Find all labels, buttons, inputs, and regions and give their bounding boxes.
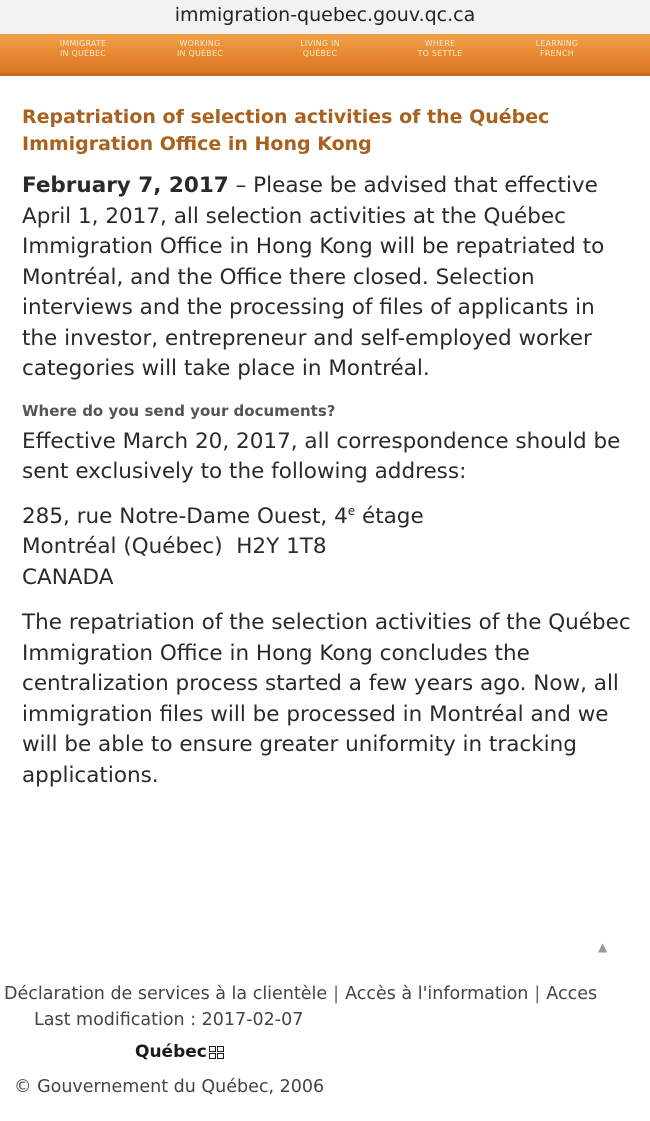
nav-item-living[interactable]: LIVING IN QUÉBEC xyxy=(300,39,340,58)
footer-links xyxy=(4,982,597,1006)
url-text: immigration-quebec.gouv.qc.ca xyxy=(174,4,476,26)
fleur-de-lis-flag-icon xyxy=(209,1046,224,1059)
address-bar[interactable] xyxy=(0,0,650,34)
section-heading: Where do you send your documents? xyxy=(22,401,336,420)
main-content xyxy=(22,104,632,791)
closing-paragraph: The repatriation of the selection activities of the Québec Immigration Office in Hong Kong concludes the centralization process started a few years ago. Now, all immigration files will be processed in Montréal and we will be able to ensure greater uniformity in tracking applications. xyxy=(22,610,631,788)
footer-link-access-information[interactable]: Accès à l'information xyxy=(345,984,529,1004)
last-modification: Last modification : 2017-02-07 xyxy=(34,1010,304,1030)
nav-item-immigrate[interactable]: IMMIGRATE IN QUÉBEC xyxy=(59,39,107,58)
footer-link-access-truncated[interactable]: Acces xyxy=(546,984,598,1004)
back-to-top-icon[interactable]: ▲ xyxy=(598,940,608,954)
article-date: February 7, 2017 xyxy=(22,173,229,198)
footer-link-service-declaration[interactable]: Déclaration de services à la clientèle xyxy=(4,984,328,1004)
footer-separator: | xyxy=(534,984,541,1004)
nav-item-working[interactable]: WORKING IN QUÉBEC xyxy=(176,39,224,58)
main-nav xyxy=(0,34,650,76)
address-line-2: Montréal (Québec) H2Y 1T8 xyxy=(22,534,327,559)
address-line-3: CANADA xyxy=(22,564,114,590)
copyright: © Gouvernement du Québec, 2006 xyxy=(14,1077,325,1097)
page-title: Repatriation of selection activities of the Québec Immigration Office in Hong Kong xyxy=(22,106,550,155)
mailing-address xyxy=(22,502,632,594)
address-line-1: 285, rue Notre-Dame Ouest, 4e étage xyxy=(22,503,424,529)
intro-paragraph xyxy=(22,171,632,385)
footer-separator: | xyxy=(333,984,340,1004)
intro-text: – Please be advised that effective April 1, 2017, all selection activities at the Québec Immigration Office in Hong Kong will be repatriated to Montréal, and the Office there closed. Selection interviews and the processing of files of applicants in the investor, entrepreneur and self-employed worker categories will take place in Montréal. xyxy=(22,173,605,381)
nav-item-french[interactable]: LEARNING FRENCH xyxy=(535,39,579,58)
quebec-logo[interactable] xyxy=(135,1042,224,1062)
correspondence-paragraph: Effective March 20, 2017, all correspondence should be sent exclusively to the following address: xyxy=(22,428,621,484)
nav-item-settle[interactable]: WHERE TO SETTLE xyxy=(417,39,463,58)
logo-wordmark: Québec xyxy=(135,1042,207,1062)
